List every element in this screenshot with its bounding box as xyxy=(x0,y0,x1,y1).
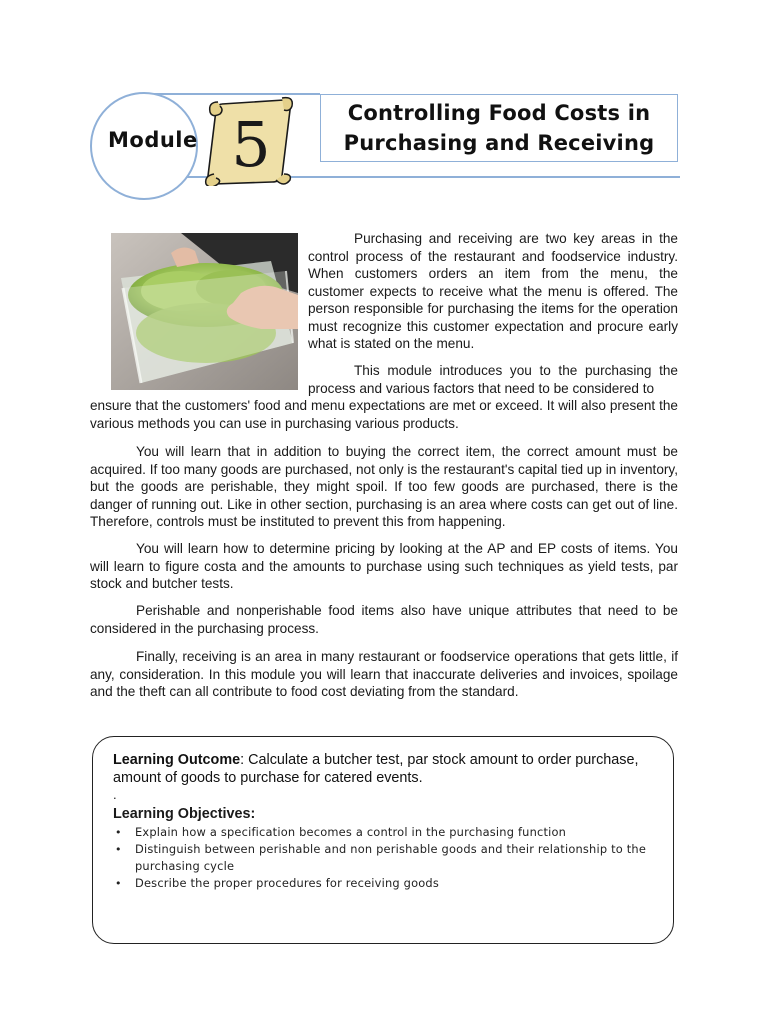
bullet-icon: • xyxy=(115,877,122,890)
module-title-line-2: Purchasing and Receiving xyxy=(343,131,655,155)
module-intro-paragraph-start: This module introduces you to the purchasing the process and various factors that need to be considered to xyxy=(308,363,678,396)
lettuce-container-photo xyxy=(111,233,298,390)
objective-text: Describe the proper procedures for receiving goods xyxy=(135,876,439,890)
scroll-icon xyxy=(204,94,296,186)
bullet-icon: • xyxy=(115,826,122,839)
module-title-line-1: Controlling Food Costs in xyxy=(347,101,651,125)
purchasing-amount-paragraph: You will learn that in addition to buying the correct item, the correct amount must be acquired. If too many goods are purchased, not only is the restaurant's capital tied up in inventory, but the goods are perishable, they might spoil. If too few goods are purchased, there is the danger of running out. Like in other section, purchasing is an area where costs can get out of line. Therefore, controls must be instituted to prevent this from happening. xyxy=(90,444,678,529)
separator-dot: . xyxy=(113,787,117,802)
receiving-paragraph: Finally, receiving is an area in many restaurant or foodservice operations that gets little, if any, consideration. In this module you will learn that inaccurate deliveries and invoices, spoilage and the theft can all contribute to food cost deviating from the standard. xyxy=(90,649,678,699)
objective-text: Explain how a specification becomes a control in the purchasing function xyxy=(135,825,567,839)
module-intro-paragraph-rest: ensure that the customers' food and menu expectations are met or exceed. It will also present the various methods you can use in purchasing various products. xyxy=(90,398,678,431)
pricing-paragraph: You will learn how to determine pricing by looking at the AP and EP costs of items. You will learn to figure costa and the amounts to purchase using such techniques as yield tests, par stock and butcher tests. xyxy=(90,541,678,591)
perishable-paragraph: Perishable and nonperishable food items also have unique attributes that need to be considered in the purchasing process. xyxy=(90,603,678,636)
objective-text: Distinguish between perishable and non perishable goods and their relationship to the purchasing cycle xyxy=(135,842,647,873)
intro-paragraph: Purchasing and receiving are two key areas in the control process of the restaurant and foodservice industry. When customers orders an item from the menu, the customer expects to receive what the menu is offered. The person responsible for purchasing the items for the operation must recognize this customer expectation and procure early what is stated on the menu. xyxy=(308,231,678,351)
learning-outcome-label: Learning Outcome xyxy=(113,752,241,768)
learning-objectives-list xyxy=(113,824,653,892)
learning-objectives-heading: Learning Objectives: xyxy=(113,806,256,822)
module-number: 5 xyxy=(231,108,271,181)
objective-item xyxy=(113,824,653,841)
learning-outcome xyxy=(113,751,665,787)
bullet-icon: • xyxy=(115,843,122,856)
objective-item xyxy=(113,841,653,875)
module-title-box xyxy=(320,94,678,162)
learning-outcome-text: : Calculate a butcher test, par stock amount to order purchase, amount of goods to purchase for catered events. xyxy=(113,752,639,786)
objective-item xyxy=(113,875,653,892)
module-label: Module xyxy=(108,128,198,152)
